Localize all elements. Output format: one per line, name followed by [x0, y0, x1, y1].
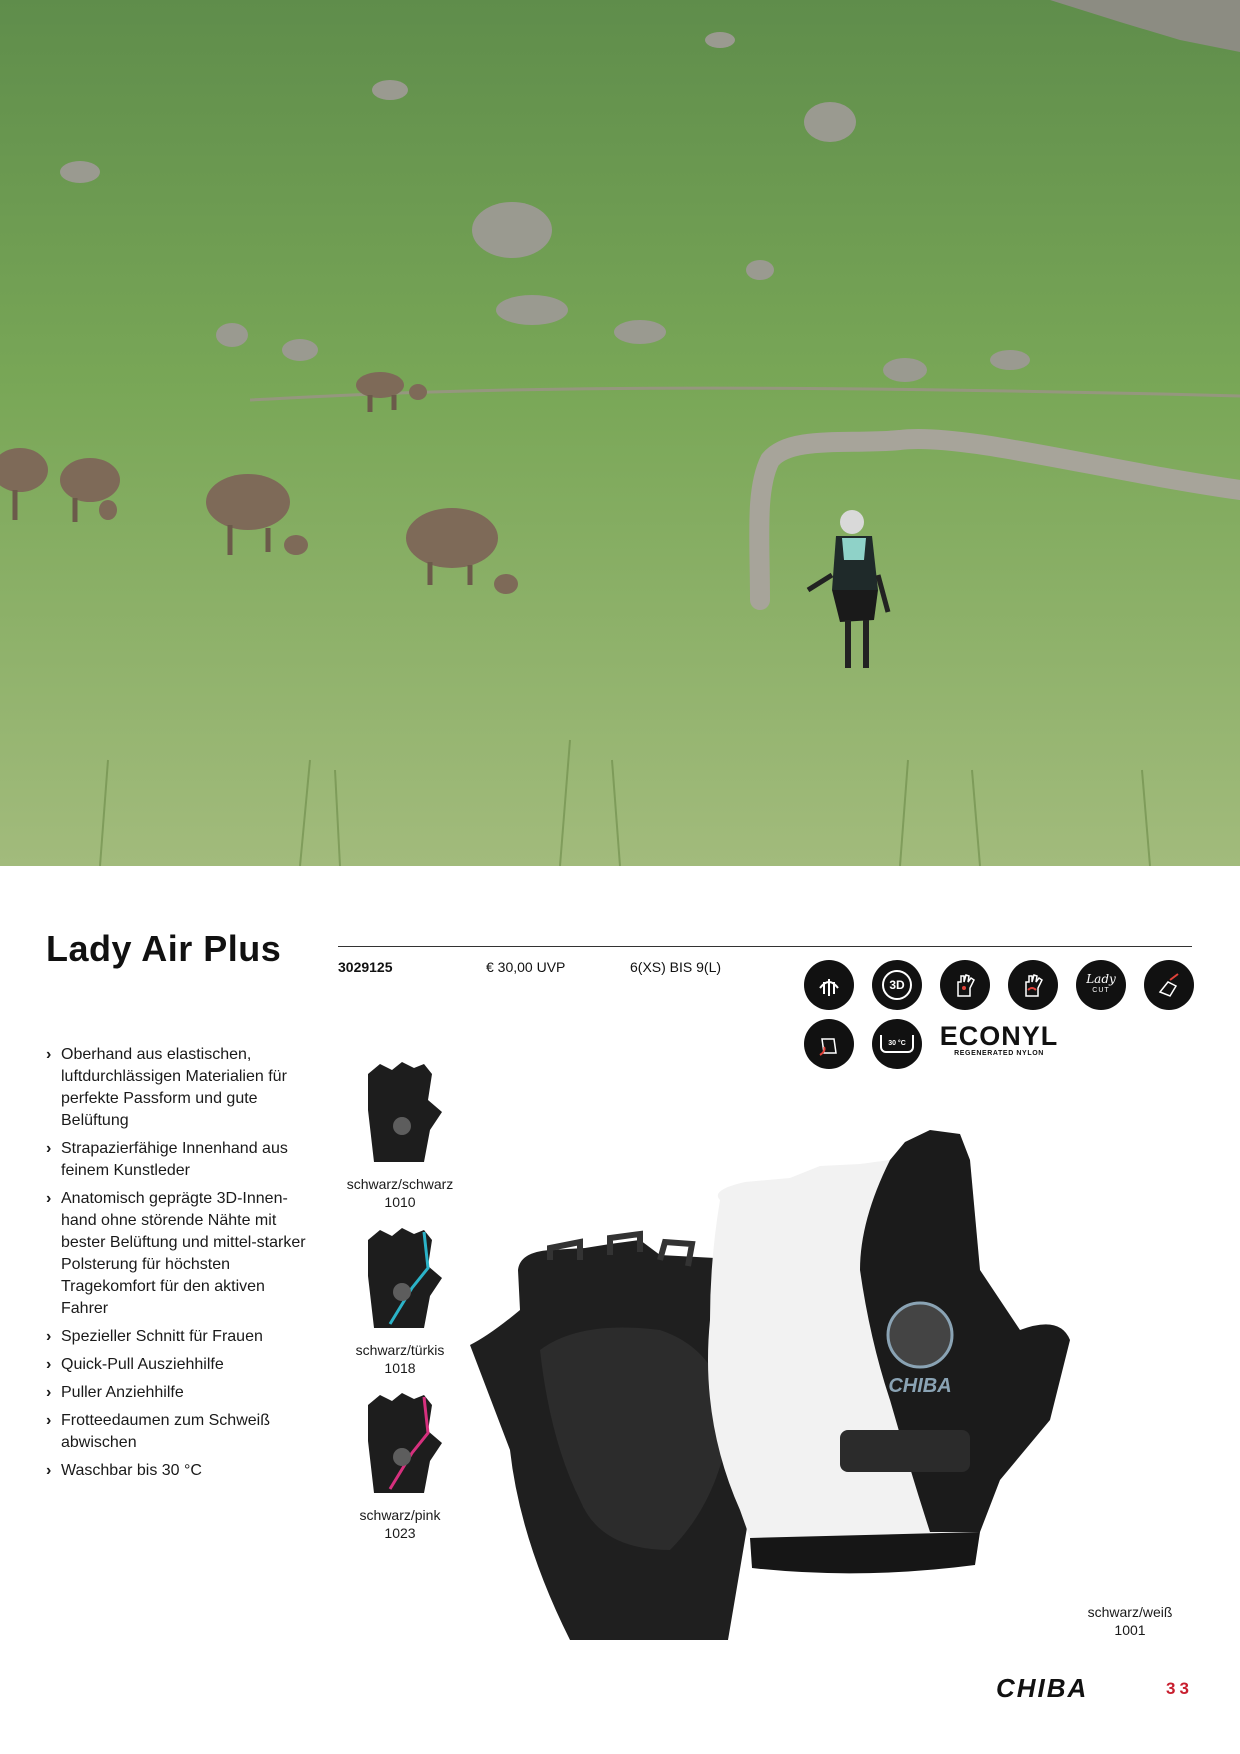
ventilation-icon: [804, 960, 854, 1010]
glove-thumbnail: [350, 1381, 450, 1501]
variant-card[interactable]: [334, 1216, 466, 1377]
size-range: 6(XS) BIS 9(L): [630, 959, 722, 975]
product-title: Lady Air Plus: [46, 928, 282, 969]
list-item: › Strapazierfähige Innenhand aus feinem Kunstleder: [46, 1138, 316, 1182]
wash-30-icon: [872, 1019, 922, 1069]
product-price: € 30,00 UVP: [486, 959, 566, 975]
variant-name: schwarz/schwarz: [346, 1176, 454, 1192]
brand-logo: CHIBA: [996, 1673, 1089, 1703]
alpine-meadow-illustration: [0, 0, 1240, 866]
header-rule: [338, 946, 1192, 947]
main-variant-code: 1001: [1114, 1622, 1146, 1638]
variant-code: 1023: [384, 1525, 416, 1541]
anatomic-palm-icon: [1008, 960, 1058, 1010]
main-variant-label: [1060, 1603, 1200, 1639]
wash-temp: 30 °C: [888, 1039, 906, 1047]
list-item: › Spezieller Schnitt für Frauen: [46, 1326, 316, 1348]
variant-code: 1010: [384, 1194, 416, 1210]
list-item: › Waschbar bis 30 °C: [46, 1460, 316, 1482]
palm-padding-icon: [940, 960, 990, 1010]
lady-cut-word: Lady: [1086, 972, 1116, 986]
puller-icon: [804, 1019, 854, 1069]
feature-list: [46, 1044, 316, 1488]
econyl-wordmark: ECONYL: [939, 1021, 1059, 1051]
lady-cut-icon: [1076, 960, 1126, 1010]
econyl-logo: [938, 1022, 1060, 1057]
glove-thumbnail: [350, 1050, 450, 1170]
3d-label: 3D: [882, 970, 912, 1000]
main-variant-name: schwarz/weiß: [1087, 1604, 1173, 1620]
hero-photo: [0, 0, 1240, 866]
main-glove-pair: [460, 1120, 1200, 1650]
econyl-tagline: REGENERATED NYLON: [954, 1050, 1044, 1057]
variant-card[interactable]: [334, 1050, 466, 1211]
variant-card[interactable]: [334, 1381, 466, 1542]
quick-pull-icon: [1144, 960, 1194, 1010]
back-glove: [708, 1130, 1070, 1573]
3d-padding-icon: [872, 960, 922, 1010]
list-item: › Frotteedaumen zum Schweiß abwischen: [46, 1410, 316, 1454]
list-item: › Quick-Pull Ausziehhilfe: [46, 1354, 316, 1376]
wash-tub: [880, 1035, 914, 1053]
list-item: › Anatomisch geprägte 3D-Innen-hand ohne störende Nähte mit bester Belüftung und mittel-starker Polsterung für höchsten Tragekomfort für den aktiven Fahrer: [46, 1188, 316, 1320]
list-item: › Oberhand aus elastischen, luftdurchlässigen Materialien für perfekte Passform und gute Belüftung: [46, 1044, 316, 1132]
list-item: › Puller Anziehhilfe: [46, 1382, 316, 1404]
variant-code: 1018: [384, 1360, 416, 1376]
lady-cut-sub: CUT: [1092, 987, 1110, 994]
variant-name: schwarz/pink: [359, 1507, 441, 1523]
page-number: 33: [1166, 1679, 1193, 1698]
glove-logo-text: CHIBA: [888, 1375, 952, 1397]
article-number: 3029125: [338, 959, 393, 975]
glove-thumbnail: [350, 1216, 450, 1336]
variant-name: schwarz/türkis: [355, 1342, 445, 1358]
